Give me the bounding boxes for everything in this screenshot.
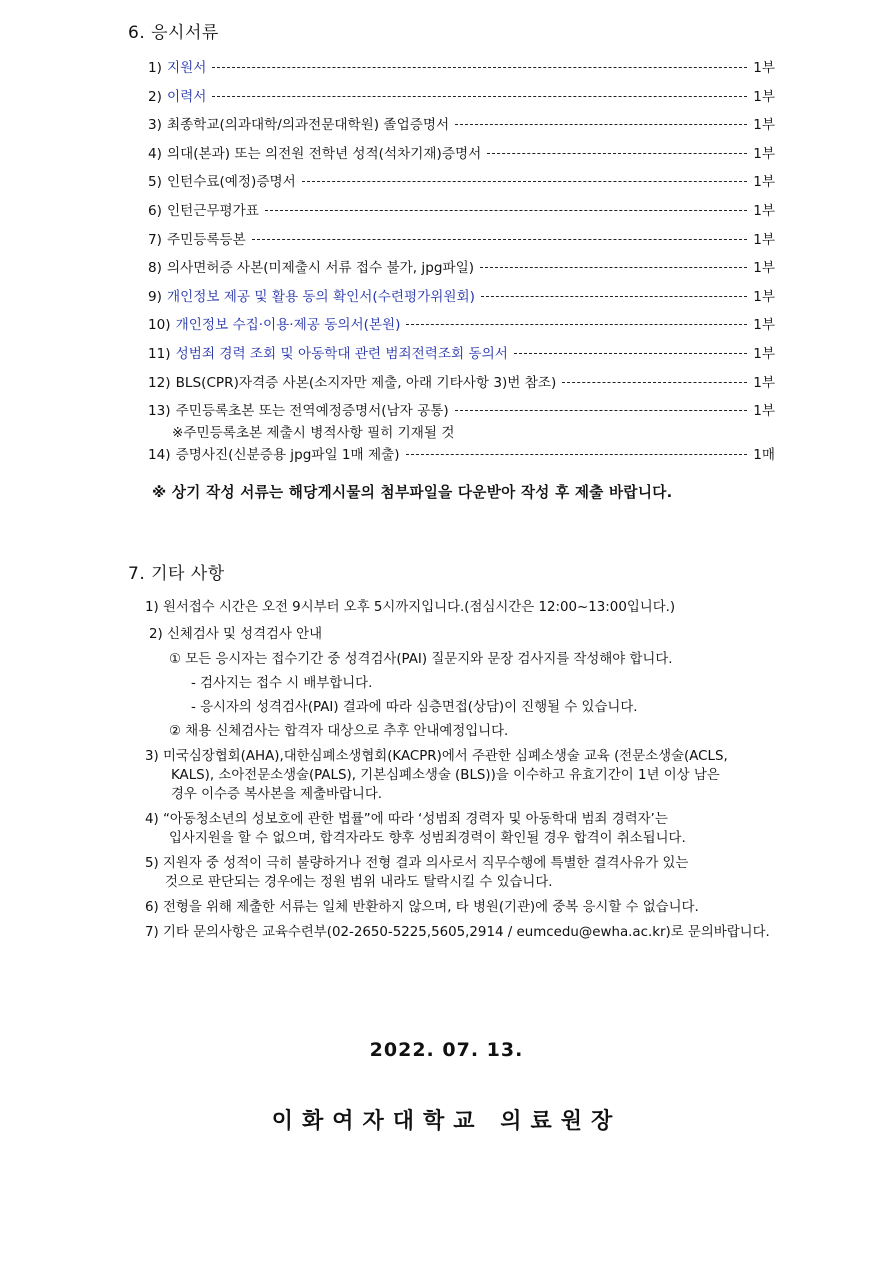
document-item-count: 1부 — [753, 403, 775, 420]
leader-line — [562, 382, 747, 383]
document-item — [148, 443, 775, 472]
document-item-count: 1부 — [753, 117, 775, 134]
document-item-label: BLS(CPR)자격증 사본(소지자만 제출, 아래 기타사항 3)번 참조) — [175, 374, 557, 391]
other-notes — [145, 598, 795, 942]
note-2: 2) 신체검사 및 성격검사 안내 — [149, 627, 323, 642]
document-item — [148, 228, 775, 257]
note-3-line-2: KALS), 소아전문소생술(PALS), 기본심폐소생술 (BLS))을 이수하고 유효기간이 1년 이상 남은 — [171, 768, 720, 783]
document-item — [148, 85, 775, 114]
document-item-number: 4) — [148, 145, 162, 162]
note-1: 1) 원서접수 시간은 오전 9시부터 오후 5시까지입니다.(점심시간은 12:00~13:00입니다.) — [145, 600, 676, 615]
document-item — [148, 256, 775, 285]
document-item-count: 1부 — [753, 231, 775, 248]
document-item-label: 의대(본과) 또는 의전원 전학년 성적(석차기재)증명서 — [166, 145, 482, 162]
issuer-signature: 이화여자대학교 의료원장 — [271, 1109, 622, 1134]
document-item-count: 1부 — [753, 60, 775, 76]
note-2-a-2: - 응시자의 성격검사(PAI) 결과에 따라 심층면접(상담)이 진행될 수 있습니다. — [191, 700, 638, 715]
document-item-label: 성범죄 경력 조회 및 아동학대 관련 범죄전력조회 동의서 — [175, 345, 508, 362]
document-item-number: 7) — [148, 231, 162, 248]
document-item-number: 13) — [148, 403, 171, 420]
note-4-line-2: 입사지원을 할 수 없으며, 합격자라도 향후 성범죄경력이 확인될 경우 합격이 취소됩니다. — [169, 831, 686, 846]
note-5-line-1: 5) 지원자 중 성적이 극히 불량하거나 전형 결과 의사로서 직무수행에 특별한 결격사유가 있는 — [145, 856, 689, 871]
note-7: 7) 기타 문의사항은 교육수련부(02-2650-5225,5605,2914 / eumcedu@ewha.ac.kr)로 문의바랍니다. — [145, 925, 770, 940]
document-item-label: 증명사진(신분증용 jpg파일 1매 제출) — [175, 446, 400, 463]
download-notice: ※ 상기 작성 서류는 해당게시물의 첨부파일을 다운받아 작성 후 제출 바랍니다. — [152, 484, 673, 501]
document-item-number: 11) — [148, 345, 171, 362]
document-item-number: 8) — [148, 260, 162, 277]
leader-line — [455, 124, 747, 125]
document-item-number: 3) — [148, 117, 162, 134]
document-item — [148, 113, 775, 142]
note-6: 6) 전형을 위해 제출한 서류는 일체 반환하지 않으며, 타 병원(기관)에 중복 응시할 수 없습니다. — [145, 900, 699, 915]
document-item-count: 1부 — [753, 345, 775, 362]
leader-line — [487, 153, 747, 154]
document-item-count: 1부 — [753, 260, 775, 277]
document-item — [148, 142, 775, 171]
document-item-number: 12) — [148, 374, 171, 391]
document-item-label: 개인정보 제공 및 활용 동의 확인서(수련평가위원회) — [166, 288, 475, 305]
document-item — [148, 342, 775, 371]
section-7-title: 7. 기타 사항 — [128, 564, 225, 584]
document-item — [148, 371, 775, 400]
leader-line — [406, 454, 748, 455]
leader-line — [302, 181, 747, 182]
document-item — [148, 199, 775, 228]
document-item-number: 2) — [148, 88, 162, 105]
leader-line — [406, 324, 747, 325]
note-5-line-2: 것으로 판단되는 경우에는 정원 범위 내라도 탈락시킬 수 있습니다. — [165, 875, 553, 890]
document-item-count: 1부 — [753, 202, 775, 219]
document-item-label: 인턴수료(예정)증명서 — [166, 174, 296, 191]
document-item-number: 14) — [148, 446, 171, 463]
document-item-number: 1) — [148, 60, 162, 76]
document-item-count: 1부 — [753, 174, 775, 191]
document-list — [148, 56, 775, 471]
document-item-count: 1부 — [753, 317, 775, 334]
document-item-label: 주민등록등본 — [166, 231, 246, 248]
document-item — [148, 285, 775, 314]
document-item-count: 1부 — [753, 374, 775, 391]
document-item-count: 1부 — [753, 145, 775, 162]
note-2-a: ① 모든 응시자는 접수기간 중 성격검사(PAI) 질문지와 문장 검사지를 작성해야 합니다. — [169, 652, 673, 667]
document-item-label: 이력서 — [166, 88, 207, 105]
leader-line — [212, 96, 747, 97]
document-item-label: 의사면허증 사본(미제출시 서류 접수 불가, jpg파일) — [166, 260, 475, 277]
document-item-label: 인턴근무평가표 — [166, 202, 259, 219]
document-item-number: 6) — [148, 202, 162, 219]
note-3-line-1: 3) 미국심장협회(AHA),대한심폐소생협회(KACPR)에서 주관한 심폐소생술 교육 (전문소생술(ACLS, — [145, 749, 728, 764]
leader-line — [480, 267, 747, 268]
document-item-number: 5) — [148, 174, 162, 191]
document-item-label: 지원서 — [166, 60, 207, 76]
leader-line — [252, 239, 747, 240]
note-4-line-1: 4) “아동청소년의 성보호에 관한 법률”에 따라 ‘성범죄 경력자 및 아동학대 범죄 경력자’는 — [145, 812, 668, 827]
document-item-note: ※주민등록초본 제출시 병적사항 필히 기재될 것 — [172, 424, 455, 441]
note-2-b: ② 채용 신체검사는 합격자 대상으로 추후 안내예정입니다. — [169, 724, 509, 739]
note-2-a-1: - 검사지는 접수 시 배부합니다. — [191, 676, 373, 691]
leader-line — [455, 410, 748, 411]
document-item-label: 최종학교(의과대학/의과전문대학원) 졸업증명서 — [166, 117, 450, 134]
document-date: 2022. 07. 13. — [369, 1039, 524, 1061]
section-6-title: 6. 응시서류 — [128, 23, 219, 43]
document-item-number: 10) — [148, 317, 171, 334]
document-item-number: 9) — [148, 288, 162, 305]
document-item-count: 1매 — [753, 446, 775, 463]
leader-line — [481, 296, 747, 297]
leader-line — [212, 67, 747, 68]
document-item — [148, 56, 775, 85]
document-item-count: 1부 — [753, 288, 775, 305]
document-item — [148, 170, 775, 199]
document-item-label: 개인정보 수집·이용·제공 동의서(본원) — [175, 317, 401, 334]
leader-line — [514, 353, 747, 354]
document-item-count: 1부 — [753, 88, 775, 105]
note-3-line-3: 경우 이수증 복사본을 제출바랍니다. — [171, 787, 383, 802]
leader-line — [265, 210, 747, 211]
document-item-label: 주민등록초본 또는 전역예정증명서(남자 공통) — [175, 403, 449, 420]
document-item — [148, 313, 775, 342]
